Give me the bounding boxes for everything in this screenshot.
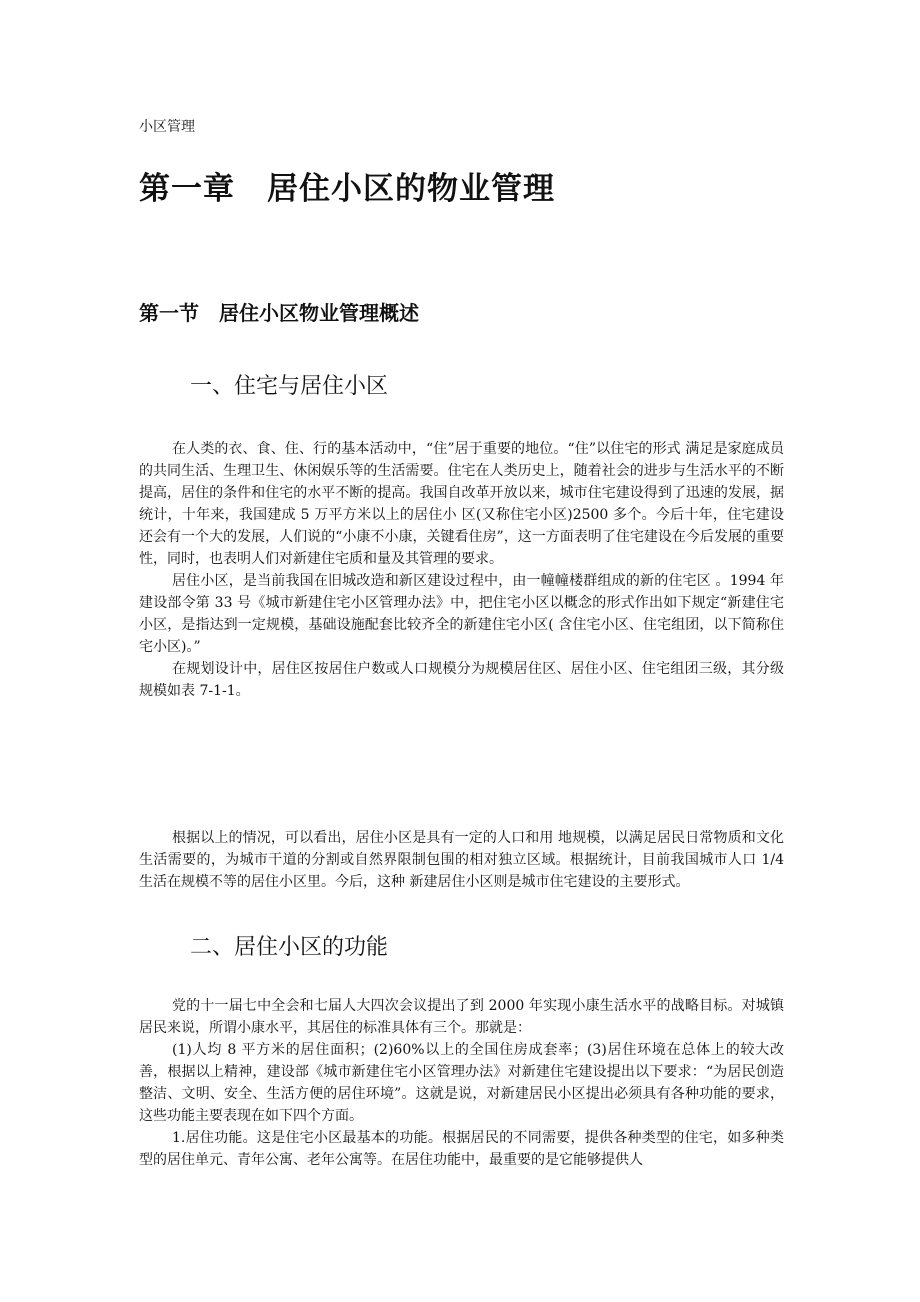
body-text-block [139, 827, 784, 893]
chapter-title: 第一章 居住小区的物业管理 [139, 171, 555, 207]
paragraph: 1.居住功能。这是住宅小区最基本的功能。根据居民的不同需要，提供各种类型的住宅，如多种类型的居住单元、青年公寓、老年公寓等。在居住功能中，最重要的是它能够提供人 [139, 1130, 784, 1168]
subsection-title: 二、居住小区的功能 [190, 935, 389, 960]
subsection-title: 一、住宅与居住小区 [190, 374, 389, 399]
running-header: 小区管理 [139, 119, 195, 135]
paragraph: 党的十一届七中全会和七届人大四次会议提出了到 2000 年实现小康生活水平的战略目标。对城镇居民来说，所谓小康水平，其居住的标准具体有三个。那就是： [139, 998, 784, 1036]
body-text-block [139, 438, 784, 702]
paragraph: 在规划设计中，居住区按居住户数或人口规模分为规模居住区、居住小区、住宅组团三级，其分级规模如表 7-1-1。 [139, 661, 784, 699]
paragraph: (1)人均 8 平方米的居住面积；(2)60%以上的全国住房成套率；(3)居住环境在总体上的较大改善，根据以上精神，建设部《城市新建住宅小区管理办法》对新建住宅建设提出以下要求：“为居民创造整洁、文明、安全、生活方便的居住环境”。这就是说，对新建居民小区提出必须具有各种功能的要求，这些功能主要表现在如下四个方面。 [139, 1042, 784, 1124]
paragraph: 居住小区，是当前我国在旧城改造和新区建设过程中，由一幢幢楼群组成的新的住宅区 。1994 年建设部令第 33 号《城市新建住宅小区管理办法》中，把住宅小区以概念的形式作出如下规定“新建住宅小区，是指达到一定规模，基础设施配套比较齐全的新建住宅小区( 含住宅小区、住宅组团，以下简称住宅小区)。” [139, 573, 784, 655]
section-title: 第一节 居住小区物业管理概述 [139, 301, 419, 325]
paragraph: 根据以上的情况，可以看出，居住小区是具有一定的人口和用 地规模，以满足居民日常物质和文化生活需要的，为城市干道的分割或自然界限制包围的相对独立区域。根据统计，目前我国城市人口 1/4 生活在规模不等的居住小区里。今后，这种 新建居住小区则是城市住宅建设的主要形式。 [139, 830, 784, 890]
body-text-block [139, 995, 784, 1171]
paragraph: 在人类的衣、食、住、行的基本活动中，“住”居于重要的地位。“住”以住宅的形式 满足是家庭成员的共同生活、生理卫生、休闲娱乐等的生活需要。住宅在人类历史上，随着社会的进步与生活水平的不断提高，居住的条件和住宅的水平不断的提高。我国自改革开放以来，城市住宅建设得到了迅速的发展，据统计，十年来，我国建成 5 万平方米以上的居住小 区(又称住宅小区)2500 多个。今后十年，住宅建设还会有一个大的发展，人们说的“小康不小康，关键看住房”，这一方面表明了住宅建设在今后发展的重要性，同时，也表明人们对新建住宅质和量及其管理的要求。 [139, 441, 784, 567]
